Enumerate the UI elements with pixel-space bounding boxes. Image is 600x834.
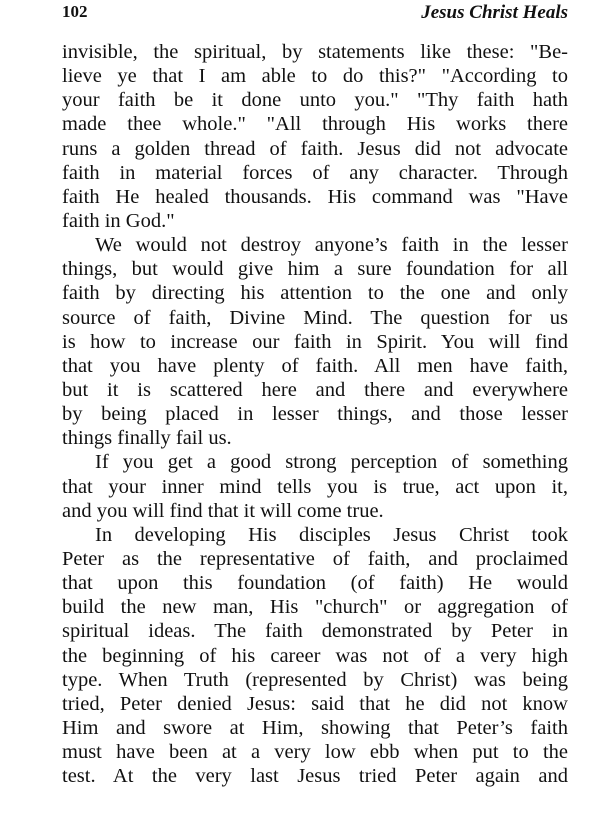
text-line: that you have plenty of faith. All men have faith,	[62, 354, 568, 377]
text-line: In developing His disciples Jesus Christ took	[95, 523, 568, 546]
body-text	[62, 40, 568, 788]
text-line: Peter as the representative of faith, and proclaimed	[62, 547, 568, 570]
text-line: by being placed in lesser things, and those lesser	[62, 403, 568, 426]
text-line: lieve ye that I am able to do this?" "According to	[62, 65, 568, 88]
text-line: faith in material forces of any character. Through	[62, 161, 568, 184]
running-title: Jesus Christ Heals	[421, 2, 568, 23]
text-line: that upon this foundation (of faith) He would	[62, 572, 568, 595]
text-line: test. At the very last Jesus tried Peter again and	[62, 765, 568, 788]
text-line: things, but would give him a sure foundation for all	[62, 258, 568, 281]
text-line: build the new man, His "church" or aggregation of	[62, 596, 568, 619]
text-line: but it is scattered here and there and everywhere	[62, 378, 568, 401]
text-line: faith by directing his attention to the one and only	[62, 282, 568, 305]
text-line: your faith be it done unto you." "Thy faith hath	[62, 89, 568, 112]
text-line: is how to increase our faith in Spirit. You will find	[62, 330, 568, 353]
text-line: and you will find that it will come true.	[62, 499, 384, 522]
text-line: source of faith, Divine Mind. The question for us	[62, 306, 568, 329]
text-line: the beginning of his career was not of a very high	[62, 644, 568, 667]
text-line: Him and swore at Him, showing that Peter’s faith	[62, 716, 568, 739]
text-line: must have been at a very low ebb when put to the	[62, 741, 568, 764]
text-line: If you get a good strong perception of something	[95, 451, 568, 474]
text-line: invisible, the spiritual, by statements like these: "Be-	[62, 41, 568, 63]
text-line: faith in God."	[62, 209, 175, 232]
text-line: type. When Truth (represented by Christ) was being	[62, 668, 568, 691]
text-line: faith He healed thousands. His command was "Have	[62, 185, 568, 208]
text-line: spiritual ideas. The faith demonstrated by Peter in	[62, 620, 568, 643]
text-line: tried, Peter denied Jesus: said that he did not know	[62, 692, 568, 715]
page-number: 102	[62, 2, 88, 21]
text-line: made thee whole." "All through His works there	[62, 113, 568, 136]
text-line: runs a golden thread of faith. Jesus did not advocate	[62, 137, 568, 160]
text-line: things finally fail us.	[62, 427, 232, 450]
page-header	[62, 2, 568, 28]
text-line: We would not destroy anyone’s faith in the lesser	[95, 234, 568, 257]
text-line: that your inner mind tells you is true, act upon it,	[62, 475, 568, 498]
